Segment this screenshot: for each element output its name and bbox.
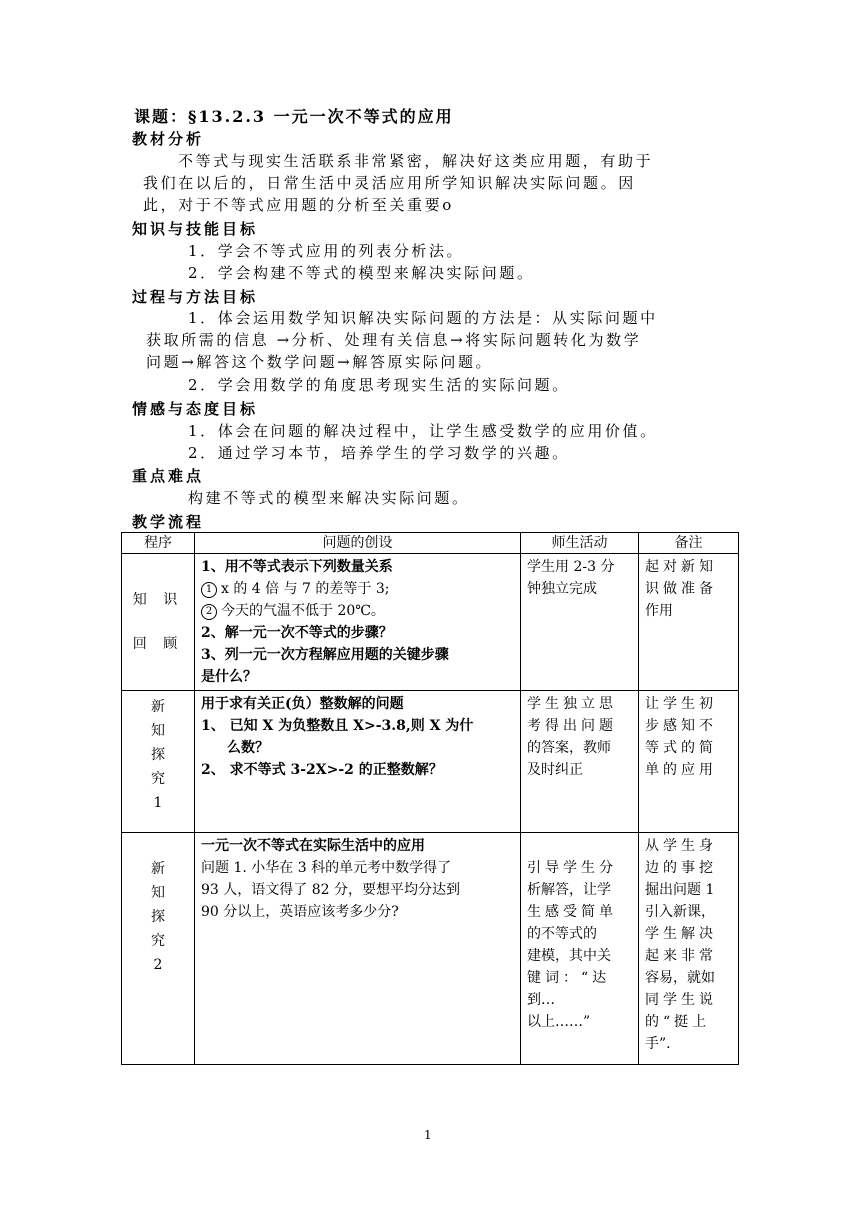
- analysis-paragraph-cont: [143, 172, 636, 216]
- problem-line: 是什么？: [201, 669, 257, 685]
- analysis-paragraph: [178, 150, 653, 172]
- stage-label: 探: [151, 747, 165, 763]
- knowledge-line: 2．学会构建不等式的模型来解决实际问题。: [188, 264, 535, 282]
- activity-line: 及时纠正: [527, 762, 583, 778]
- heading-process: 过程与方法目标: [132, 288, 259, 306]
- problem-text: x 的 4 倍 与 7 的差等于 3;: [221, 581, 390, 597]
- activity-cell: [521, 554, 639, 691]
- problem-line: 90 分以上，英语应该考多少分?: [201, 904, 399, 920]
- activity-line: 建模，其中关: [527, 948, 611, 964]
- problem-line: 2、 求不等式 3-2X>-2 的正整数解？: [201, 762, 443, 778]
- header-problem: 问题的创设: [195, 533, 521, 554]
- stage-label: 究: [151, 933, 165, 949]
- activity-line: [527, 835, 632, 857]
- problem-line: 么数？: [227, 740, 269, 756]
- header-note: 备注: [639, 533, 739, 554]
- process-paragraph-2: [188, 374, 570, 396]
- problem-cell: [195, 554, 521, 691]
- note-line: 等式的简: [645, 740, 717, 756]
- problem-line: [201, 600, 514, 622]
- note-line: 步感知不: [645, 718, 717, 734]
- note-line: 容易，就如: [645, 970, 715, 986]
- teaching-flow-table: [121, 532, 739, 1065]
- note-line: 起对新知: [645, 559, 717, 575]
- activity-line: 引导学生分: [527, 860, 617, 876]
- problem-text: 今天的气温不低于 20℃。: [221, 603, 385, 619]
- stage-cell: [122, 833, 195, 1065]
- stage-label: 究: [151, 771, 165, 787]
- problem-cell: [195, 833, 521, 1065]
- table-row: [122, 554, 739, 691]
- problem-line: [201, 578, 514, 600]
- stage-label: 知 识: [132, 592, 184, 608]
- stage-label: 2: [153, 957, 163, 973]
- problem-line: 1、 已知 X 为负整数且 X>-3.8,则 X 为什: [201, 718, 474, 734]
- problem-line: 一元一次不等式在实际生活中的应用: [201, 838, 425, 854]
- stage-label: 新: [151, 699, 165, 715]
- note-line: 边的事挖: [645, 860, 717, 876]
- note-line: 的“挺上: [645, 1014, 711, 1030]
- activity-cell: [521, 833, 639, 1065]
- analysis-line: 我们在以后的，日常生活中灵活应用所学知识解决实际问题。因: [143, 174, 636, 192]
- stage-label: 知: [151, 885, 165, 901]
- page-number: 1: [424, 1128, 432, 1142]
- heading-teaching-flow: 教学流程: [132, 513, 205, 531]
- problem-line: 2、解一元一次不等式的步骤？: [201, 625, 393, 641]
- key-line: 构建不等式的模型来解决实际问题。: [188, 489, 470, 507]
- key-paragraph: [188, 487, 470, 509]
- emotion-line: 1．体会在问题的解决过程中，让学生感受数学的应用价值。: [188, 422, 658, 440]
- note-line: 让学生初: [645, 696, 717, 712]
- heading-analysis: 教材分析: [132, 130, 205, 148]
- note-line: 手”.: [645, 1036, 671, 1052]
- problem-line: 用于求有关正(负）整数解的问题: [201, 696, 404, 712]
- stage-cell: [122, 691, 195, 833]
- stage-cell: [122, 554, 195, 691]
- activity-line: 学生独立思: [527, 696, 617, 712]
- stage-label: 1: [153, 795, 163, 811]
- stage-label: 知: [151, 723, 165, 739]
- heading-key-points: 重点难点: [132, 467, 205, 485]
- activity-line: 到…: [527, 992, 555, 1008]
- analysis-line: 不等式与现实生活联系非常紧密，解决好这类应用题，有助于: [178, 152, 654, 170]
- activity-cell: [521, 691, 639, 833]
- activity-line: 钟独立完成: [527, 581, 597, 597]
- problem-line: 3、列一元一次方程解应用题的关键步骤: [201, 647, 449, 663]
- activity-line: 析解答，让学: [527, 882, 611, 898]
- note-cell: [639, 833, 739, 1065]
- emotion-line: 2．通过学习本节，培养学生的学习数学的兴趣。: [188, 444, 570, 462]
- knowledge-line: 1．学会不等式应用的列表分析法。: [188, 242, 465, 260]
- process-line: 2．学会用数学的角度思考现实生活的实际问题。: [188, 376, 570, 394]
- analysis-line: 此，对于不等式应用题的分析至关重要o: [143, 196, 454, 214]
- header-procedure: 程序: [122, 533, 195, 554]
- header-activity: 师生活动: [521, 533, 639, 554]
- stage-label: 回 顾: [132, 636, 184, 652]
- knowledge-paragraph: [188, 240, 535, 284]
- activity-line: 考得出问题: [527, 718, 617, 734]
- note-line: 引入新课，: [645, 904, 715, 920]
- circled-number-2: 2: [201, 604, 217, 620]
- note-line: 同学生说: [645, 992, 717, 1008]
- process-paragraph: [188, 307, 658, 329]
- process-line: 获取所需的信息 →分析、处理有关信息→将实际问题转化为数学: [146, 331, 642, 349]
- activity-line: 键词：“达: [527, 970, 611, 986]
- note-line: 掘出问题 1: [645, 882, 715, 898]
- process-line: 1．体会运用数学知识解决实际问题的方法是：从实际问题中: [188, 309, 658, 327]
- note-line: 学生解决: [645, 926, 717, 942]
- activity-line: 以上……”: [527, 1014, 591, 1030]
- stage-label: 新: [151, 861, 165, 877]
- activity-line: 的答案，教师: [527, 740, 611, 756]
- problem-line: 问题 1. 小华在 3 科的单元考中数学得了: [201, 860, 452, 876]
- note-cell: [639, 554, 739, 691]
- problem-line: 93 人，语文得了 82 分，要想平均分达到: [201, 882, 460, 898]
- process-paragraph-cont: [146, 329, 641, 373]
- table-row: [122, 833, 739, 1065]
- table-header-row: [122, 533, 739, 554]
- activity-line: 的不等式的: [527, 926, 597, 942]
- note-line: 从学生身: [645, 838, 717, 854]
- heading-knowledge: 知识与技能目标: [132, 220, 259, 238]
- problem-line: 1、用不等式表示下列数量关系: [201, 559, 393, 575]
- emotion-paragraph: [188, 420, 658, 464]
- note-line: 作用: [645, 603, 673, 619]
- stage-label: 探: [151, 909, 165, 925]
- activity-line: 学生用 2-3 分: [527, 559, 615, 575]
- circled-number-1: 1: [201, 582, 217, 598]
- problem-cell: [195, 691, 521, 833]
- heading-emotion: 情感与态度目标: [132, 400, 259, 418]
- note-line: 单的应用: [645, 762, 717, 778]
- note-line: 识做准备: [645, 581, 717, 597]
- table-row: [122, 691, 739, 833]
- process-line: 问题→解答这个数学问题→解答原实际问题。: [146, 353, 494, 371]
- note-cell: [639, 691, 739, 833]
- activity-line: 生感受简单: [527, 904, 617, 920]
- note-line: 起来非常: [645, 948, 717, 964]
- lesson-title: 课题：§13.2.3 一元一次不等式的应用: [134, 107, 454, 126]
